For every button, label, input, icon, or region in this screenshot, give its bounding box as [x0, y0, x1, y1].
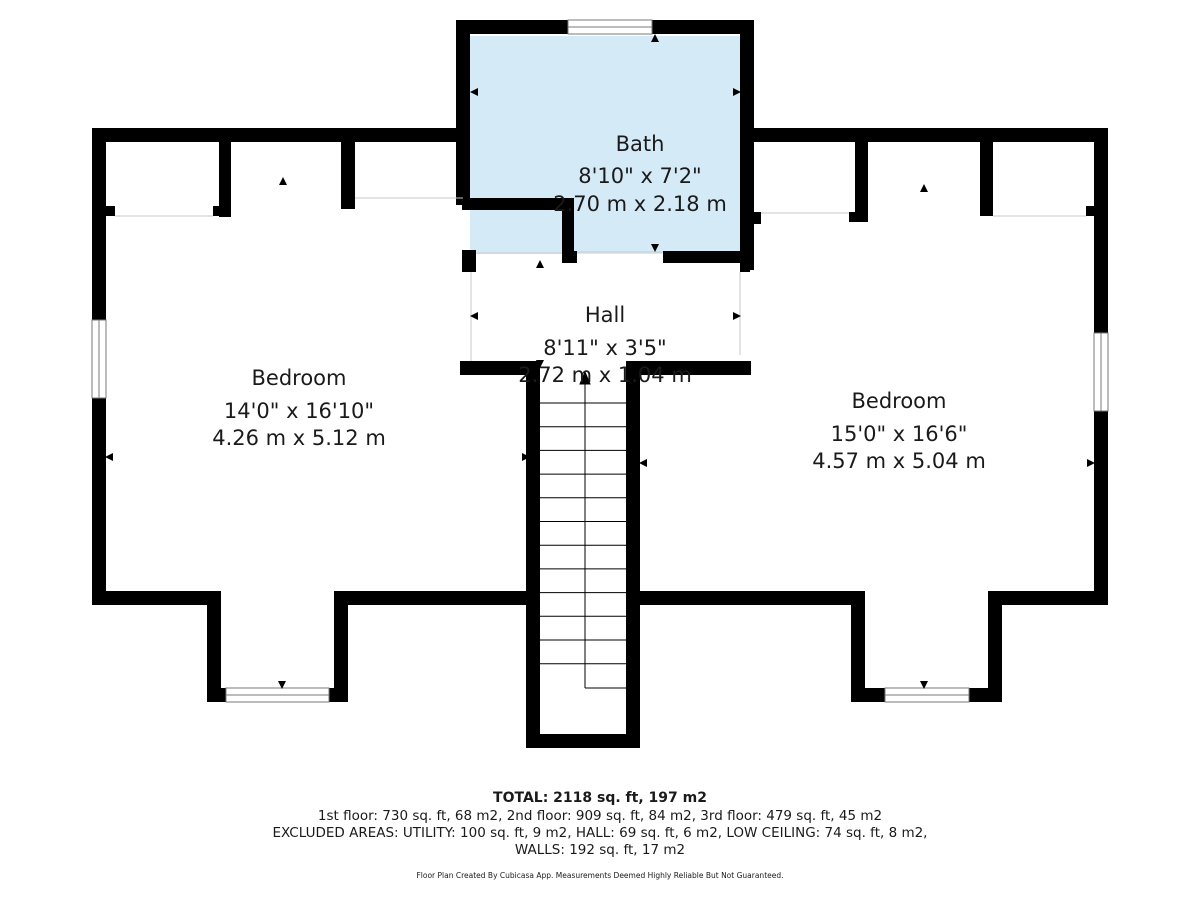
right-closet-foot-3: [1086, 206, 1094, 216]
hall-metric: 2.72 m x 1.04 m: [518, 363, 692, 387]
floor-areas: 1st floor: 730 sq. ft, 68 m2, 2nd floor: 909 sq. ft, 84 m2, 3rd floor: 479 sq. ft, 45 m2: [317, 808, 883, 824]
right-closet-foot-1: [849, 212, 868, 222]
right-closet-wall-1: [855, 135, 868, 219]
dimension-marker-icon: [1087, 459, 1095, 467]
right-wall-stub: [747, 212, 761, 224]
bath-name: Bath: [615, 132, 665, 156]
dimension-marker-icon: [920, 184, 928, 192]
right-closet-foot-2: [980, 206, 993, 216]
staircase: [540, 372, 630, 688]
bath-bottom-wall-left: [462, 250, 476, 272]
bath-floor: [470, 36, 740, 254]
bedroom-left-name: Bedroom: [251, 366, 347, 390]
credit-note: Floor Plan Created By Cubicasa App. Measurements Deemed Highly Reliable But Not Guaranteed.: [416, 871, 784, 880]
bath-metric: 2.70 m x 2.18 m: [553, 192, 727, 216]
bedroom-left-imperial: 14'0" x 16'10": [223, 399, 375, 423]
right-bay-window: [885, 688, 969, 702]
left-closet-foot-3: [341, 199, 355, 209]
left-bay-window: [226, 688, 329, 702]
right-side-window: [1094, 333, 1108, 411]
stair-wall: [533, 370, 633, 741]
dimension-marker-icon: [279, 177, 287, 185]
bedroom-right-metric: 4.57 m x 5.04 m: [812, 449, 986, 473]
hall-right-stub: [740, 262, 750, 272]
excluded-areas: EXCLUDED AREAS: UTILITY: 100 sq. ft, 9 m2, HALL: 69 sq. ft, 6 m2, LOW CEILING: 74 sq. ft, 8 m2,: [272, 825, 928, 841]
left-closet-wall-2: [341, 135, 355, 209]
bedroom-right-imperial: 15'0" x 16'6": [830, 422, 968, 446]
bedroom-left-metric: 4.26 m x 5.12 m: [212, 426, 386, 450]
left-side-window: [92, 320, 106, 398]
bedroom-right-name: Bedroom: [851, 389, 947, 413]
bath-window: [568, 20, 652, 34]
bath-bottom-wall-right: [663, 251, 747, 263]
bath-bottom-wall-mid: [562, 251, 577, 263]
left-closet-foot-1: [105, 206, 115, 216]
dimension-marker-icon: [105, 453, 113, 461]
wall-area: WALLS: 192 sq. ft, 17 m2: [514, 842, 686, 858]
hall-name: Hall: [584, 303, 626, 327]
hall-imperial: 8'11" x 3'5": [543, 336, 667, 360]
total-area: TOTAL: 2118 sq. ft, 197 m2: [493, 790, 707, 806]
left-closet-foot-2: [213, 206, 231, 216]
right-closet-wall-2: [980, 135, 993, 215]
room-labels: [212, 132, 986, 473]
dimension-marker-icon: [639, 459, 647, 467]
left-closet-wall-1: [219, 135, 231, 217]
dimension-marker-icon: [536, 260, 544, 268]
bath-imperial: 8'10" x 7'2": [578, 164, 702, 188]
